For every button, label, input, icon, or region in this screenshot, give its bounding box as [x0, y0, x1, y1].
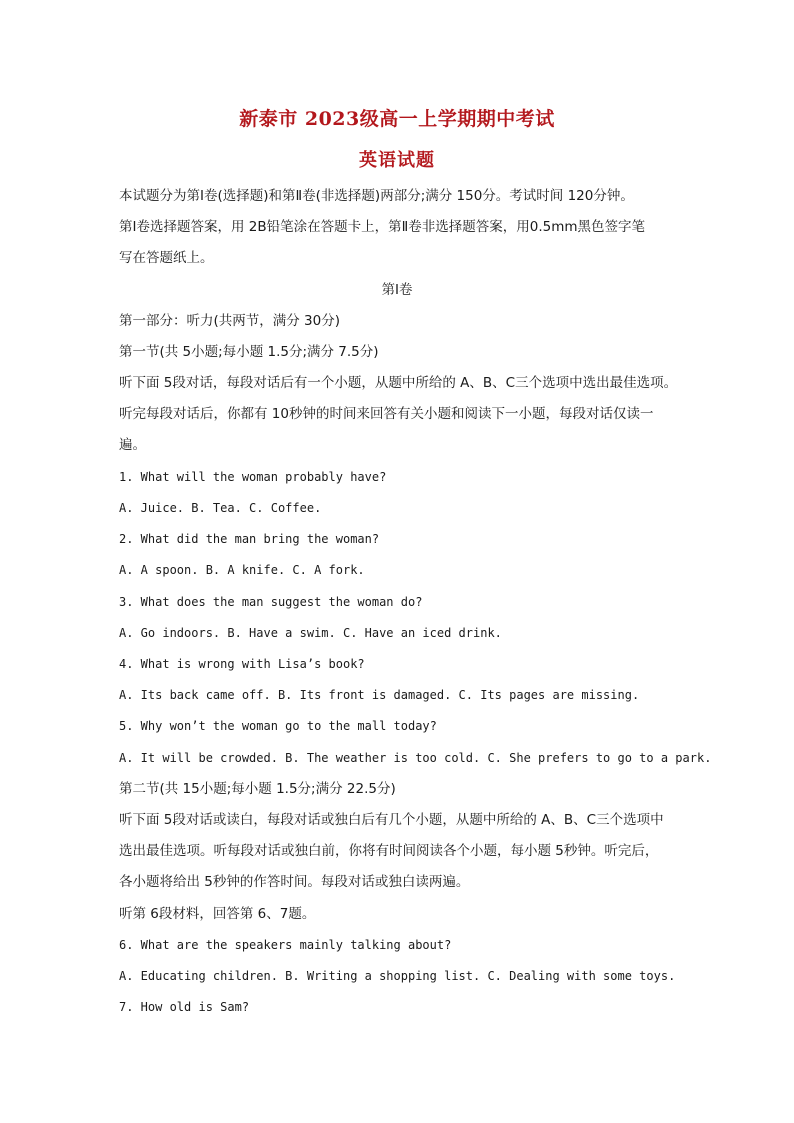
- volume-1-label: 第Ⅰ卷: [381, 282, 413, 298]
- question-2-options: A. A spoon. B. A knife. C. A fork.: [119, 563, 365, 577]
- section-1-instruction-2: 听完每段对话后，你都有 10秒钟的时间来回答有关小题和阅读下一小题，每段对话仅读一: [119, 406, 654, 422]
- exam-subtitle: 英语试题: [359, 150, 435, 171]
- question-4-options: A. Its back came off. B. Its front is damaged. C. Its pages are missing.: [119, 688, 640, 702]
- question-3-options: A. Go indoors. B. Have a swim. C. Have an iced drink.: [119, 626, 502, 640]
- question-1-options: A. Juice. B. Tea. C. Coffee.: [119, 501, 322, 515]
- part-1-heading: 第一部分：听力(共两节，满分 30分): [119, 313, 341, 329]
- intro-line-3: 写在答题纸上。: [119, 250, 214, 266]
- question-6: 6. What are the speakers mainly talking about?: [119, 938, 452, 952]
- exam-title: 新泰市 2023级高一上学期期中考试: [239, 108, 555, 130]
- question-6-options: A. Educating children. B. Writing a shopping list. C. Dealing with some toys.: [119, 969, 676, 983]
- question-7: 7. How old is Sam?: [119, 1000, 250, 1014]
- intro-line-1: 本试题分为第Ⅰ卷(选择题)和第Ⅱ卷(非选择题)两部分;满分 150分。考试时间 120分钟。: [119, 188, 634, 204]
- section-1-heading: 第一节(共 5小题;每小题 1.5分;满分 7.5分): [119, 344, 379, 360]
- section-2-instruction-1: 听下面 5段对话或读白，每段对话或独白后有几个小题，从题中所给的 A、B、C三个选项中: [119, 812, 664, 828]
- section-2-instruction-3: 各小题将给出 5秒钟的作答时间。每段对话或独白读两遍。: [119, 874, 470, 890]
- question-1: 1. What will the woman probably have?: [119, 470, 387, 484]
- section-2-heading: 第二节(共 15小题;每小题 1.5分;满分 22.5分): [119, 781, 396, 797]
- question-5-options: A. It will be crowded. B. The weather is too cold. C. She prefers to go to a park.: [119, 751, 712, 765]
- question-5: 5. Why won’t the woman go to the mall today?: [119, 719, 437, 733]
- section-1-instruction-3: 遍。: [119, 437, 146, 453]
- question-2: 2. What did the man bring the woman?: [119, 532, 380, 546]
- section-1-instruction-1: 听下面 5段对话，每段对话后有一个小题，从题中所给的 A、B、C三个选项中选出最佳选项。: [119, 375, 678, 391]
- intro-line-2: 第Ⅰ卷选择题答案，用 2B铅笔涂在答题卡上，第Ⅱ卷非选择题答案，用0.5mm黑色签字笔: [119, 219, 646, 235]
- material-6-note: 听第 6段材料，回答第 6、7题。: [119, 906, 316, 922]
- question-3: 3. What does the man suggest the woman do?: [119, 595, 423, 609]
- question-4: 4. What is wrong with Lisa’s book?: [119, 657, 365, 671]
- section-2-instruction-2: 选出最佳选项。听每段对话或独白前，你将有时间阅读各个小题，每小题 5秒钟。听完后，: [119, 843, 659, 859]
